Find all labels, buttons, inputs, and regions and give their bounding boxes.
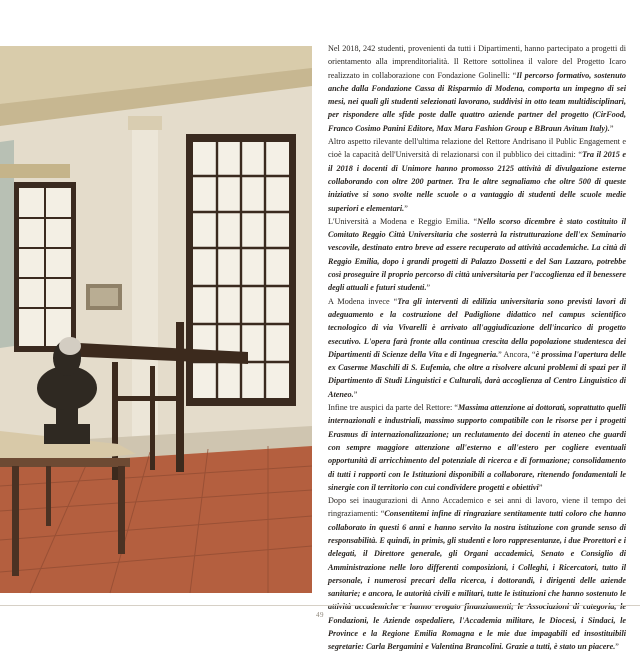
quote-text: Tra gli interventi di edilizia universitaria sono previsti lavori di adeguamento e la costruzione del Padiglione didattico nel campus scientifico tecnologico di via Vivarelli è arrivato all'aggiudicazione dell'incarico di progetto esecutivo. L'opera farà fronte alla continua crescita della popolazione studentesca dei Dipartimenti di Scienze della Vita e di Ingegneria. xyxy=(328,296,626,359)
article-paragraph xyxy=(328,494,626,654)
hero-photo xyxy=(0,46,312,593)
quote-text: Tra il 2015 e il 2018 i docenti di Unimore hanno promosso 2125 attività di divulgazione esterne collaborando con oltre 200 partner. Tra le altre segnaliamo che oltre 500 di queste iniziative si sono svolte nelle scuole o a vantaggio di studenti delle scuole medie superiori e elementari. xyxy=(328,150,626,213)
article-paragraph xyxy=(328,215,626,295)
body-text: ” xyxy=(404,203,408,213)
article-paragraph xyxy=(328,401,626,494)
body-text: ” xyxy=(426,283,431,293)
quote-text: è prossima l'apertura delle ex Caserme Maschili di S. Eufemia, che oltre a risolvere alcuni problemi di spazi per il Dipartimento di Studi Linguistici e Culturali, darà accoglienza al Centro Linguistico di Ateneo. xyxy=(328,349,626,399)
right-window xyxy=(186,134,296,406)
body-text: A Modena invece “ xyxy=(328,296,398,306)
quote-text: Il percorso formativo, sostenuto anche dalla Fondazione Cassa di Risparmio di Modena, comporta un impegno di sei mesi, nei quali gli studenti selezionati lavorano, suddivisi in otto team multidisciplinari, per rispondere alle sfide poste dalle quattro aziende partner del progetto (CirFood, Franco Cosimo Panini Editore, Max Mara Fashion Group e BBraun Avitum Italy). xyxy=(328,70,626,133)
body-text: L'Università a Modena e Reggio Emilia. “ xyxy=(328,216,478,226)
body-text: ” xyxy=(609,123,614,133)
body-text: Altro aspetto rilevante dell'ultima relazione del Rettore Andrisano il Public Engagement e cioè la capacità dell'Università di relazionarsi con il pubblico dei cittadini: “ xyxy=(328,137,626,160)
museum-room-illustration xyxy=(0,46,312,593)
body-text: ” xyxy=(353,389,358,399)
article-paragraph xyxy=(328,295,626,401)
body-text: Infine tre auspici da parte del Rettore: “ xyxy=(328,403,458,413)
article-paragraph xyxy=(328,42,626,135)
quote-text: Consentitemi infine di ringraziare sentitamente tutti coloro che hanno collaborato in questi 6 anni e hanno servito la nostra istituzione con grande senso di responsabilità. E quindi, in primis, gli studenti e loro rappresentanze, i due Prorettori e i delegati, il Direttore generale, gli Organi accademici, Senato e Consiglio di Amministrazione nelle loro differenti composizioni, i Colleghi, i Ricercatori, tutto il personale, i numerosi precari della ricerca, i dottorandi, i dirigenti delle aziende sanitarie; e ancora, le autorità civili e militari, tutte le istituzioni che hanno sostenuto le attività accademiche e hanno erogato finanziamenti; le Associazioni di categoria, le Fondazioni, le Aziende ospedaliere, l'Accademia militare, le Diocesi, i Sindaci, le Province e la Regione Emilia Romagna e le mie due impagabili ed insostituibili segretarie: Carla Bergamini e Valentina Brancolini. Grazie a tutti, è stato un piacere. xyxy=(328,509,627,652)
article-text xyxy=(328,42,627,652)
body-text: ” Ancora, “ xyxy=(498,349,536,359)
article-paragraph xyxy=(328,135,626,215)
footer-rule xyxy=(0,605,640,606)
page-number: 49 xyxy=(316,611,324,619)
left-window xyxy=(14,182,76,352)
body-text: Nel 2018, 242 studenti, provenienti da tutti i Dipartimenti, hanno partecipato a progetti di orientamento alla imprenditorialità. Il Rettore sottolinea il valore del Progetto Icaro realizzato in collaborazione con Fondazione Golinelli: “ xyxy=(328,44,626,80)
quote-text: Massima attenzione ai dottorati, soprattutto quelli internazionali e industriali, massimo supporto compatibile con le risorse per i progetti Erasmus di internazionalizzazione; un reclutamento dei docenti in ateneo che guardi con sempre maggiore attenzione all'esterno e all'estero per cogliere eventuali opportunità di arricchimento del potenziale di ricerca e di formazione; consolidamento di tutti i rapporti con le Istituzioni disponibili a collaborare, ritenendo fondamentali le sinergie con il territorio con cui condividere progetti e obiettivi xyxy=(328,403,627,492)
body-text: Dopo sei inaugurazioni di Anno Accademico e sei anni di lavoro, viene il tempo dei ringraziamenti: “ xyxy=(328,496,626,519)
body-text: ” xyxy=(615,642,619,652)
body-text: ” xyxy=(538,482,543,492)
quote-text: Nello scorso dicembre è stato costituito il Comitato Reggio Città Universitaria che sosterrà la ristrutturazione dell'ex Seminario vescovile, destinato entro breve ad essere recuperato ad attività accademiche. La città di Reggio Emilia, dopo i grandi progetti di Palazzo Dossetti e del San Lazzaro, potrebbe così proseguire il proprio percorso di città universitaria per l'accoglienza ed il benessere degli attuali e futuri studenti. xyxy=(328,216,626,293)
